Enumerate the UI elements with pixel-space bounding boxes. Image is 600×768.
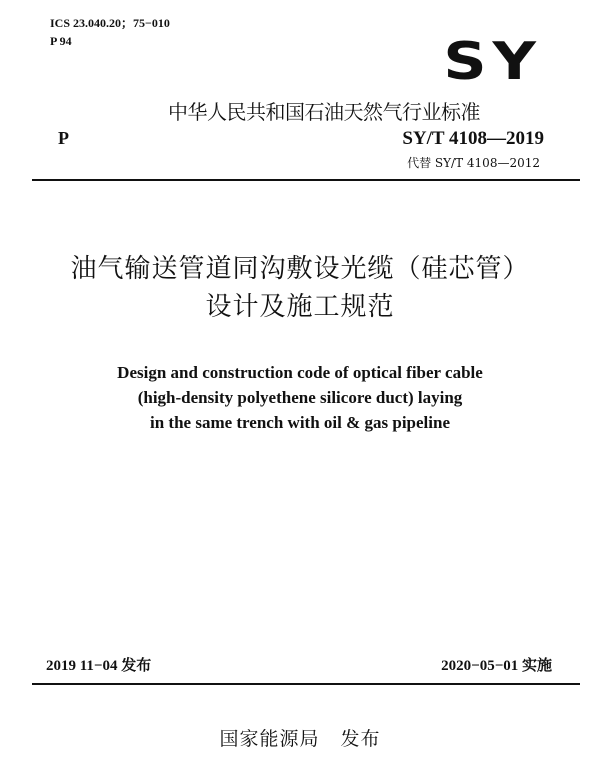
english-title-line-2: (high-density polyethene silicore duct) laying xyxy=(137,388,463,407)
publisher: 国家能源局 发布 xyxy=(219,728,381,750)
issue-date: 2019 11−04 发布 xyxy=(46,658,152,674)
english-title-line-1: Design and construction code of optical fiber cable xyxy=(117,363,483,382)
issuer-title: 中华人民共和国石油天然气行业标准 xyxy=(168,100,480,124)
top-divider xyxy=(32,179,580,181)
ccs-code: P 94 xyxy=(50,34,72,48)
category-letter: P xyxy=(58,128,69,148)
replaces-note: 代替 SY/T 4108—2012 xyxy=(407,156,540,170)
bottom-divider xyxy=(32,683,580,685)
standard-number: SY/T 4108—2019 xyxy=(402,128,544,149)
implementation-date: 2020−05−01 实施 xyxy=(441,658,552,674)
english-title xyxy=(0,360,600,435)
ics-code: ICS 23.040.20；75−010 xyxy=(50,16,170,30)
sy-logo: SY xyxy=(443,31,542,92)
chinese-title-line-1: 油气输送管道同沟敷设光缆（硅芯管） xyxy=(70,254,530,284)
chinese-title-line-2: 设计及施工规范 xyxy=(205,292,395,322)
chinese-title xyxy=(0,250,600,326)
english-title-line-3: in the same trench with oil & gas pipeline xyxy=(149,413,451,432)
